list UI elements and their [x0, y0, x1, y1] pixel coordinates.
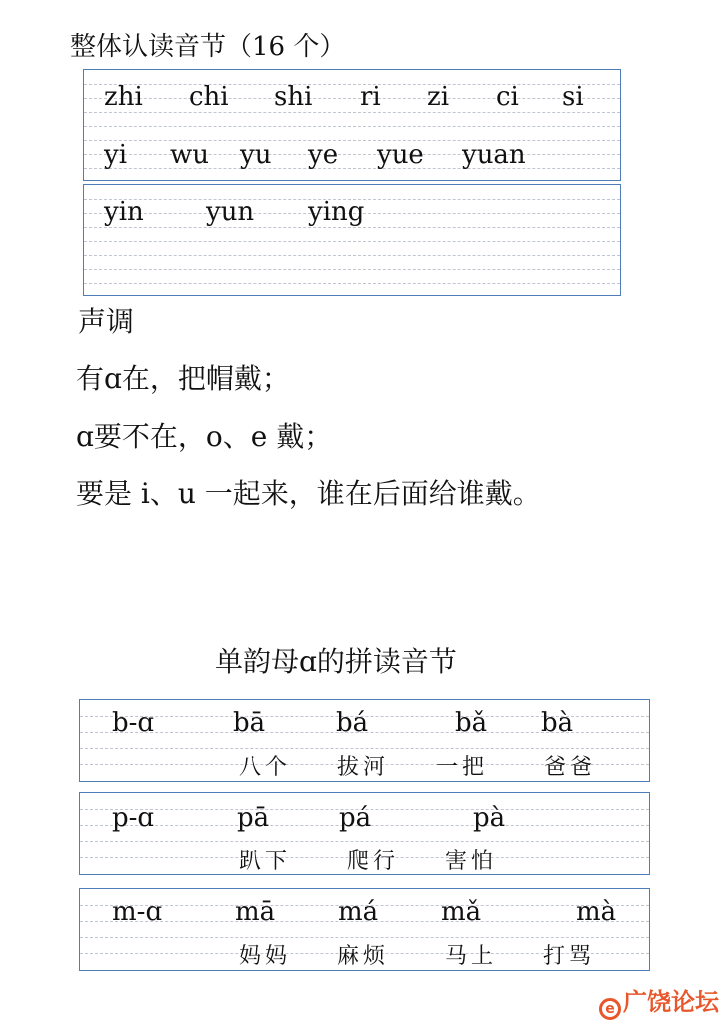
- guide-line: [84, 84, 620, 85]
- guide-line: [84, 126, 620, 127]
- section-title-single-final: 单韵母ɑ的拼读音节: [215, 645, 457, 678]
- guide-line: [84, 112, 620, 113]
- word: 妈妈: [239, 944, 292, 969]
- syllable: yun: [206, 197, 255, 227]
- watermark-text: 广饶论坛: [623, 988, 719, 1016]
- pinyin-box-1: [83, 69, 621, 181]
- toned-syllable: mà: [576, 897, 617, 927]
- base-syllable: p-ɑ: [112, 803, 155, 833]
- toned-syllable: bà: [541, 708, 574, 738]
- tone-rule-3: 要是 i、u 一起来，谁在后面给谁戴。: [76, 477, 541, 510]
- tone-rule-2: ɑ要不在，o、e 戴；: [76, 420, 333, 453]
- word: 害怕: [445, 849, 498, 874]
- toned-syllable: pā: [237, 803, 270, 833]
- guide-line: [84, 241, 620, 242]
- watermark: [599, 982, 719, 1020]
- word: 麻烦: [337, 944, 390, 969]
- toned-syllable: má: [338, 897, 379, 927]
- word: 爸爸: [544, 755, 597, 780]
- syllable: si: [562, 82, 584, 112]
- syllable: yin: [104, 197, 144, 227]
- guide-line: [84, 98, 620, 99]
- tone-rule-1: 有ɑ在，把帽戴；: [76, 362, 290, 395]
- toned-syllable: pà: [473, 803, 506, 833]
- guide-line: [84, 283, 620, 284]
- toned-syllable: bǎ: [455, 708, 488, 738]
- base-syllable: m-ɑ: [112, 897, 163, 927]
- syllable: ye: [308, 140, 339, 170]
- guide-line: [80, 748, 649, 749]
- watermark-logo-icon: e: [599, 998, 621, 1020]
- toned-syllable: bá: [336, 708, 369, 738]
- toned-syllable: bā: [233, 708, 266, 738]
- syllable: wu: [170, 140, 209, 170]
- guide-line: [84, 227, 620, 228]
- word: 爬行: [347, 849, 400, 874]
- syllable: ying: [308, 197, 365, 227]
- syllable: chi: [189, 82, 229, 112]
- syllable: ri: [360, 82, 381, 112]
- word: 马上: [445, 944, 498, 969]
- spelling-block-b: [79, 699, 650, 782]
- syllable: yue: [377, 140, 424, 170]
- guide-line: [84, 140, 620, 141]
- syllable: yuan: [462, 140, 526, 170]
- syllable: yi: [104, 140, 128, 170]
- syllable: ci: [496, 82, 519, 112]
- word: 打骂: [543, 944, 596, 969]
- word: 八个: [239, 755, 292, 780]
- word: 拔河: [337, 755, 390, 780]
- syllable: zi: [427, 82, 450, 112]
- pinyin-box-2: [83, 184, 621, 296]
- section-title-tones: 声调: [78, 305, 135, 338]
- toned-syllable: mǎ: [441, 897, 482, 927]
- syllable: shi: [274, 82, 313, 112]
- spelling-block-p: [79, 792, 650, 875]
- toned-syllable: mā: [235, 897, 276, 927]
- guide-line: [84, 168, 620, 169]
- guide-line: [84, 154, 620, 155]
- syllable: zhi: [104, 82, 143, 112]
- base-syllable: b-ɑ: [112, 708, 155, 738]
- syllable: yu: [240, 140, 272, 170]
- guide-line: [80, 841, 649, 842]
- toned-syllable: pá: [339, 803, 372, 833]
- spelling-block-m: [79, 888, 650, 971]
- word: 一把: [436, 755, 489, 780]
- word: 趴下: [239, 849, 292, 874]
- guide-line: [80, 937, 649, 938]
- guide-line: [84, 269, 620, 270]
- section-title-whole-syllables: 整体认读音节（16 个）: [70, 32, 346, 62]
- guide-line: [84, 255, 620, 256]
